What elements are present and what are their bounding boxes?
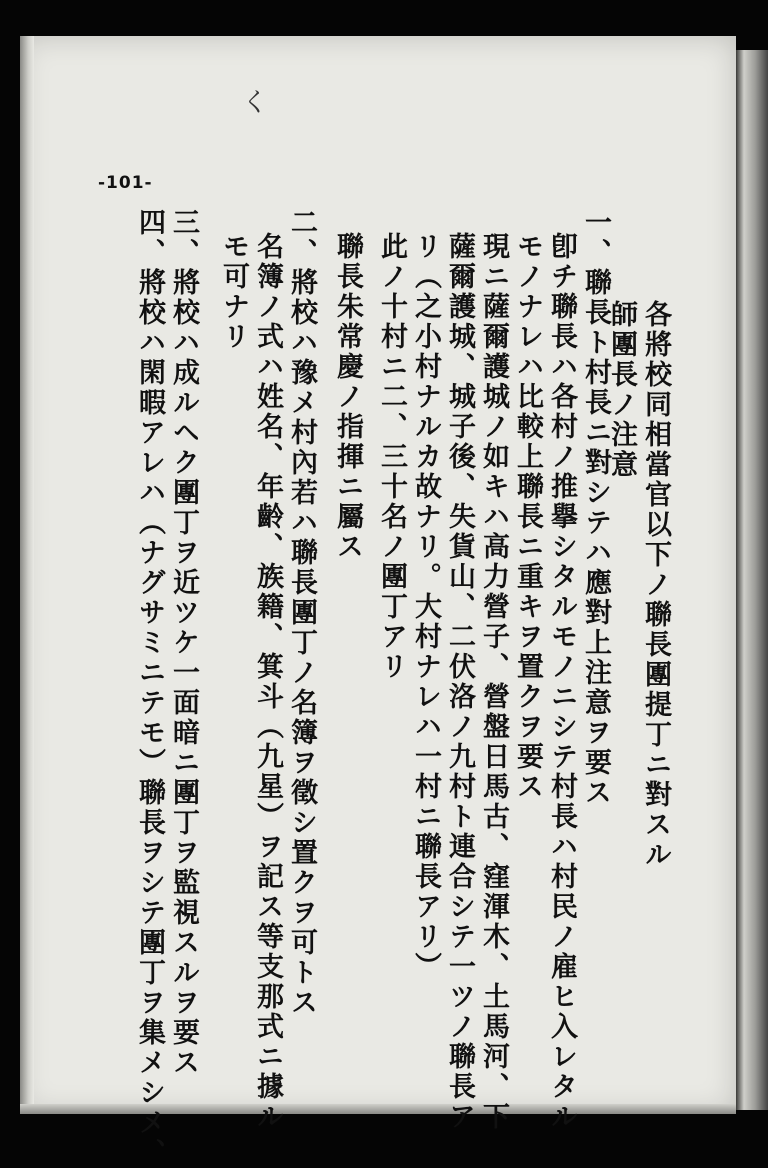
text-column-10: 名簿ノ式ハ姓名、年齡、族籍、箕斗（九星）ヲ記ス等支那式ニ據ル bbox=[252, 232, 283, 1132]
title-line-1: 各將校同相當官以下ノ聯長團提丁ニ對スル bbox=[640, 300, 671, 870]
text-column-3: モノナレハ比較上聯長ニ重キヲ置クヲ要ス bbox=[512, 232, 543, 802]
text-column-7: 此ノ十村ニ二、三十名ノ團丁アリ bbox=[376, 232, 407, 682]
page-binding-shadow bbox=[20, 36, 34, 1114]
handwritten-mark: く bbox=[242, 88, 269, 118]
text-column-6: リ（之小村ナルカ故ナリ。大村ナレハ一村ニ聯長アリ） bbox=[410, 232, 441, 982]
text-column-5: 薩爾護城、城子後、失貨山、二伏洛ノ九村ト連合シテ一ツノ聯長ア bbox=[444, 232, 475, 1132]
page-edge-right bbox=[736, 50, 768, 1110]
text-column-1: 一、聯長ト村長ニ對シテハ應對上注意ヲ要ス bbox=[580, 208, 611, 808]
text-column-9: 二、將校ハ豫メ村內若ハ聯長團丁ノ名簿ヲ徵シ置クヲ可トス bbox=[286, 208, 317, 1018]
text-column-8: 聯長朱常慶ノ指揮ニ屬ス bbox=[332, 232, 363, 562]
text-column-13: 四、將校ハ閑暇アレハ（ナグサミニテモ）聯長ヲシテ團丁ヲ集メシメ、 bbox=[134, 208, 165, 1168]
text-column-11: モ可ナリ bbox=[218, 232, 249, 352]
text-column-12: 三、將校ハ成ルヘク團丁ヲ近ツケ一面暗ニ團丁ヲ監視スルヲ要ス bbox=[168, 208, 199, 1078]
text-column-4: 現ニ薩爾護城ノ如キハ高力營子、營盤日馬古、窪渾木、土馬河、下 bbox=[478, 232, 509, 1132]
page-number: -101- bbox=[98, 173, 153, 193]
page-edge-bottom bbox=[20, 1104, 736, 1114]
text-column-2: 卽チ聯長ハ各村ノ推擧シタルモノニシテ村長ハ村民ノ雇ヒ入レタル bbox=[546, 232, 577, 1132]
title-line-2: 師團長ノ注意 bbox=[606, 300, 637, 480]
